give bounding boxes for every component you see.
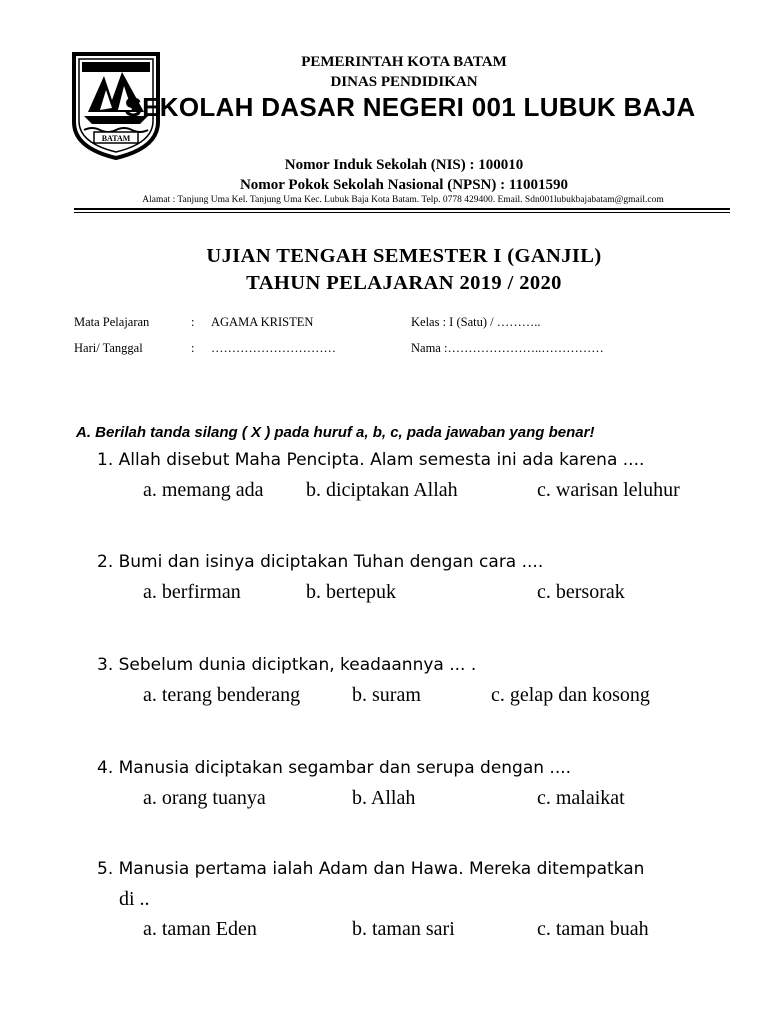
school-npsn: Nomor Pokok Sekolah Nasional (NPSN) : 11001590 <box>239 177 569 193</box>
subject-separator: : <box>191 315 195 329</box>
question-5-option-a[interactable]: a. taman Eden <box>143 918 257 940</box>
question-1-option-c[interactable]: c. warisan leluhur <box>537 479 680 501</box>
exam-title: UJIAN TENGAH SEMESTER I (GANJIL) <box>206 245 602 267</box>
question-3-option-c[interactable]: c. gelap dan kosong <box>491 684 650 706</box>
academic-year-title: TAHUN PELAJARAN 2019 / 2020 <box>246 272 562 294</box>
school-name: SEKOLAH DASAR NEGERI 001 LUBUK BAJA <box>124 92 696 122</box>
question-3-text: 3. Sebelum dunia diciptkan, keadaannya ... . <box>97 655 477 675</box>
subject-value: AGAMA KRISTEN <box>211 315 314 329</box>
question-4-option-c[interactable]: c. malaikat <box>537 787 625 809</box>
question-2-option-b[interactable]: b. bertepuk <box>306 581 396 603</box>
government-name: PEMERINTAH KOTA BATAM <box>301 54 507 70</box>
question-4-option-a[interactable]: a. orang tuanya <box>143 787 266 809</box>
department-name: DINAS PENDIDIKAN <box>330 74 478 90</box>
question-2-option-a[interactable]: a. berfirman <box>143 581 241 603</box>
question-1-text: 1. Allah disebut Maha Pencipta. Alam semesta ini ada karena .... <box>97 450 645 470</box>
question-5-text-continued: di .. <box>119 888 150 910</box>
logo-text: BATAM <box>101 134 131 143</box>
name-field[interactable]: Nama :…………………..…………… <box>411 341 604 355</box>
question-2-option-c[interactable]: c. bersorak <box>537 581 625 603</box>
question-1-option-b[interactable]: b. diciptakan Allah <box>306 479 458 501</box>
header-divider-thin <box>74 212 730 213</box>
class-field[interactable]: Kelas : I (Satu) / ……….. <box>411 315 541 329</box>
question-3-option-b[interactable]: b. suram <box>352 684 421 706</box>
section-a-instruction: A. Berilah tanda silang ( X ) pada huruf a, b, c, pada jawaban yang benar! <box>76 424 595 441</box>
question-5-option-b[interactable]: b. taman sari <box>352 918 455 940</box>
question-4-option-b[interactable]: b. Allah <box>352 787 416 809</box>
school-address: Alamat : Tanjung Uma Kel. Tanjung Uma Kec. Lubuk Baja Kota Batam. Telp. 0778 429400. Email. Sdn001lubukbajabatam@gmail.com <box>142 195 664 205</box>
question-2-text: 2. Bumi dan isinya diciptakan Tuhan dengan cara .... <box>97 552 544 572</box>
header-divider-thick <box>74 208 730 210</box>
question-4-text: 4. Manusia diciptakan segambar dan serupa dengan .... <box>97 758 572 778</box>
school-nis: Nomor Induk Sekolah (NIS) : 100010 <box>284 157 524 173</box>
question-5-text: 5. Manusia pertama ialah Adam dan Hawa. Mereka ditempatkan <box>97 859 645 879</box>
question-1-option-a[interactable]: a. memang ada <box>143 479 264 501</box>
date-label: Hari/ Tanggal <box>74 341 143 355</box>
date-separator: : <box>191 341 195 355</box>
question-3-option-a[interactable]: a. terang benderang <box>143 684 301 706</box>
date-field[interactable]: ………………………… <box>211 341 336 355</box>
question-5-option-c[interactable]: c. taman buah <box>537 918 649 940</box>
subject-label: Mata Pelajaran <box>74 315 150 329</box>
